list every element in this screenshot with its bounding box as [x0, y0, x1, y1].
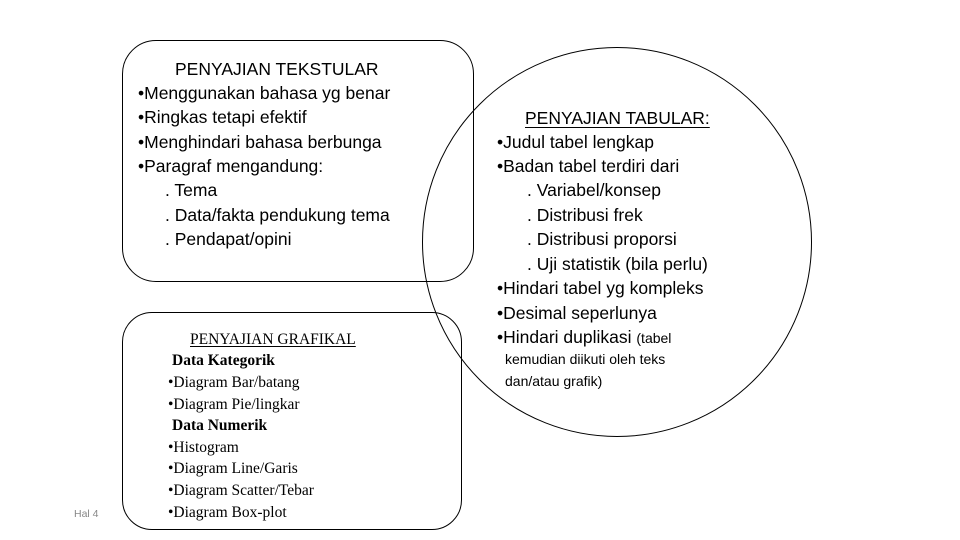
tabular-subitem: . Variabel/konsep — [527, 180, 661, 200]
textual-item: •Ringkas tetapi efektif — [138, 107, 307, 127]
tabular-item: •Hindari tabel yg kompleks — [497, 278, 704, 298]
numeric-heading: Data Numerik — [172, 417, 268, 434]
tabular-subitem: . Distribusi frek — [527, 205, 643, 225]
graphical-item: •Diagram Scatter/Tebar — [168, 482, 314, 499]
tabular-item-note: (tabel — [636, 330, 672, 346]
graphical-item: •Diagram Box-plot — [168, 504, 287, 521]
textual-title: PENYAJIAN TEKSTULAR — [175, 59, 379, 79]
tabular-note: kemudian diikuti oleh teks — [505, 351, 666, 367]
tabular-subitem: . Distribusi proporsi — [527, 229, 677, 249]
graphical-item: •Diagram Line/Garis — [168, 460, 298, 477]
graphical-title: PENYAJIAN GRAFIKAL — [190, 331, 356, 348]
page-number: Hal 4 — [74, 508, 99, 520]
textual-subitem: . Data/fakta pendukung tema — [165, 205, 390, 225]
textual-item: •Menggunakan bahasa yg benar — [138, 83, 391, 103]
textual-item: •Paragraf mengandung: — [138, 156, 324, 176]
textual-subitem: . Tema — [165, 180, 218, 200]
tabular-title: PENYAJIAN TABULAR: — [525, 108, 710, 128]
tabular-item: •Desimal seperlunya — [497, 303, 657, 323]
tabular-note: dan/atau grafik) — [505, 373, 603, 389]
graphical-item: •Diagram Bar/batang — [168, 374, 300, 391]
graphical-item: •Histogram — [168, 439, 239, 456]
tabular-item-main: •Hindari duplikasi — [497, 327, 637, 347]
tabular-subitem: . Uji statistik (bila perlu) — [527, 254, 708, 274]
tabular-item — [497, 325, 671, 350]
category-heading: Data Kategorik — [172, 352, 275, 369]
textual-subitem: . Pendapat/opini — [165, 229, 292, 249]
tabular-item: •Badan tabel terdiri dari — [497, 156, 680, 176]
textual-item: •Menghindari bahasa berbunga — [138, 132, 382, 152]
graphical-item: •Diagram Pie/lingkar — [168, 396, 300, 413]
tabular-item: •Judul tabel lengkap — [497, 132, 654, 152]
